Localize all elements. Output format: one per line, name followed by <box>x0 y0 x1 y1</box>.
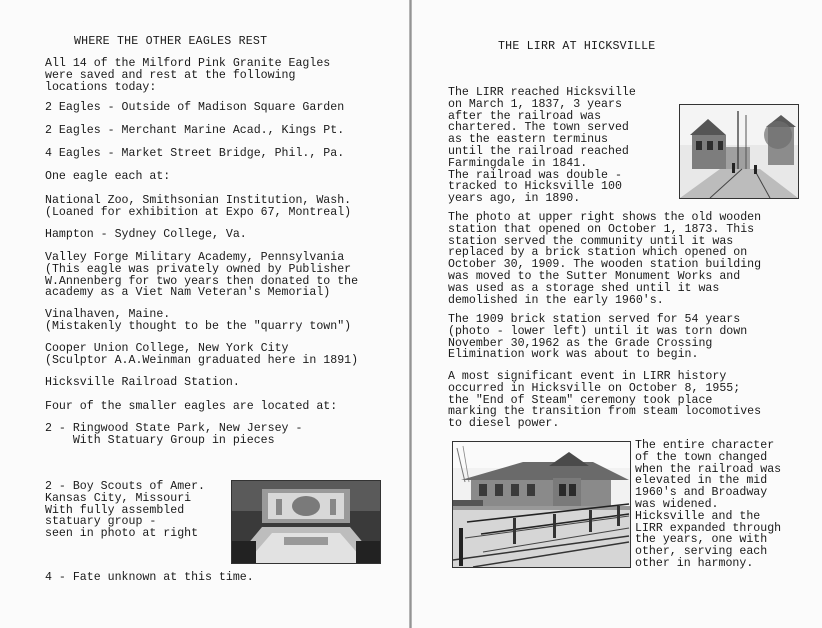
left-page <box>0 0 410 628</box>
right-page <box>412 0 822 628</box>
end-of-steam-paragraph: A most significant event in LIRR history occurred in Hicksville on October 8, 1955; the "End of Steam" ceremony took place marking the transition from steam locomotives to diesel power. <box>448 370 762 431</box>
boy-scouts-statuary-photo <box>231 480 381 564</box>
wooden-station-photo <box>679 104 799 199</box>
brick-station-photo <box>452 441 631 568</box>
location-vinalhaven: Vinalhaven, Maine. (Mistakenly thought to be the "quarry town") <box>45 308 352 333</box>
location-merchant-marine: 2 Eagles - Merchant Marine Acad., Kings Pt. <box>45 124 345 137</box>
location-market-street-bridge: 4 Eagles - Market Street Bridge, Phil., Pa. <box>45 147 345 160</box>
location-hicksville-station: Hicksville Railroad Station. <box>45 376 240 389</box>
town-change-paragraph: The entire character of the town changed when the railroad was elevated in the mid 1960's and Broadway was widened. Hicksville and the LIRR expanded through the years, one with other, serving each other in harmony. <box>635 439 782 570</box>
location-boy-scouts: 2 - Boy Scouts of Amer. Kansas City, Missouri With fully assembled statuary group - seen in photo at right <box>45 480 206 541</box>
brick-station-paragraph: The 1909 brick station served for 54 years (photo - lower left) until it was torn down November 30,1962 as the Grade Crossing Elimination work was about to begin. <box>448 313 748 362</box>
lirr-history-paragraph: The LIRR reached Hicksville on March 1, 1837, 3 years after the railroad was chartered. The town served as the eastern terminus until the railroad reached Farmingdale in 1841. The railroad was double - tracked to Hicksville 100 years ago, in 1890. <box>448 86 636 206</box>
fate-unknown: 4 - Fate unknown at this time. <box>45 571 254 584</box>
intro-paragraph: All 14 of the Milford Pink Granite Eagles were saved and rest at the following locations today: <box>45 57 331 94</box>
one-eagle-heading: One eagle each at: <box>45 170 171 183</box>
location-madison-square-garden: 2 Eagles - Outside of Madison Square Garden <box>45 101 345 114</box>
left-page-title: WHERE THE OTHER EAGLES REST <box>74 35 268 48</box>
right-page-title: THE LIRR AT HICKSVILLE <box>498 40 656 53</box>
location-national-zoo: National Zoo, Smithsonian Institution, Wash. (Loaned for exhibition at Expo 67, Montreal) <box>45 194 352 219</box>
location-ringwood: 2 - Ringwood State Park, New Jersey - With Statuary Group in pieces <box>45 422 303 447</box>
location-valley-forge: Valley Forge Military Academy, Pennsylvania (This eagle was privately owned by Publisher W.Annenberg for two years then donated to the academy as a Viet Nam Veteran's Memorial) <box>45 251 359 300</box>
wooden-station-paragraph: The photo at upper right shows the old wooden station that opened on October 1, 1873. This station served the community until it was replaced by a brick station which opened on October 30, 1909. The wooden station building was moved to the Sutter Monument Works and was used as a storage shed until it was demolished in the early 1960's. <box>448 211 762 307</box>
location-hampton-sydney: Hampton - Sydney College, Va. <box>45 228 247 241</box>
location-cooper-union: Cooper Union College, New York City (Sculptor A.A.Weinman graduated here in 1891) <box>45 342 359 367</box>
smaller-eagles-heading: Four of the smaller eagles are located at: <box>45 400 338 413</box>
